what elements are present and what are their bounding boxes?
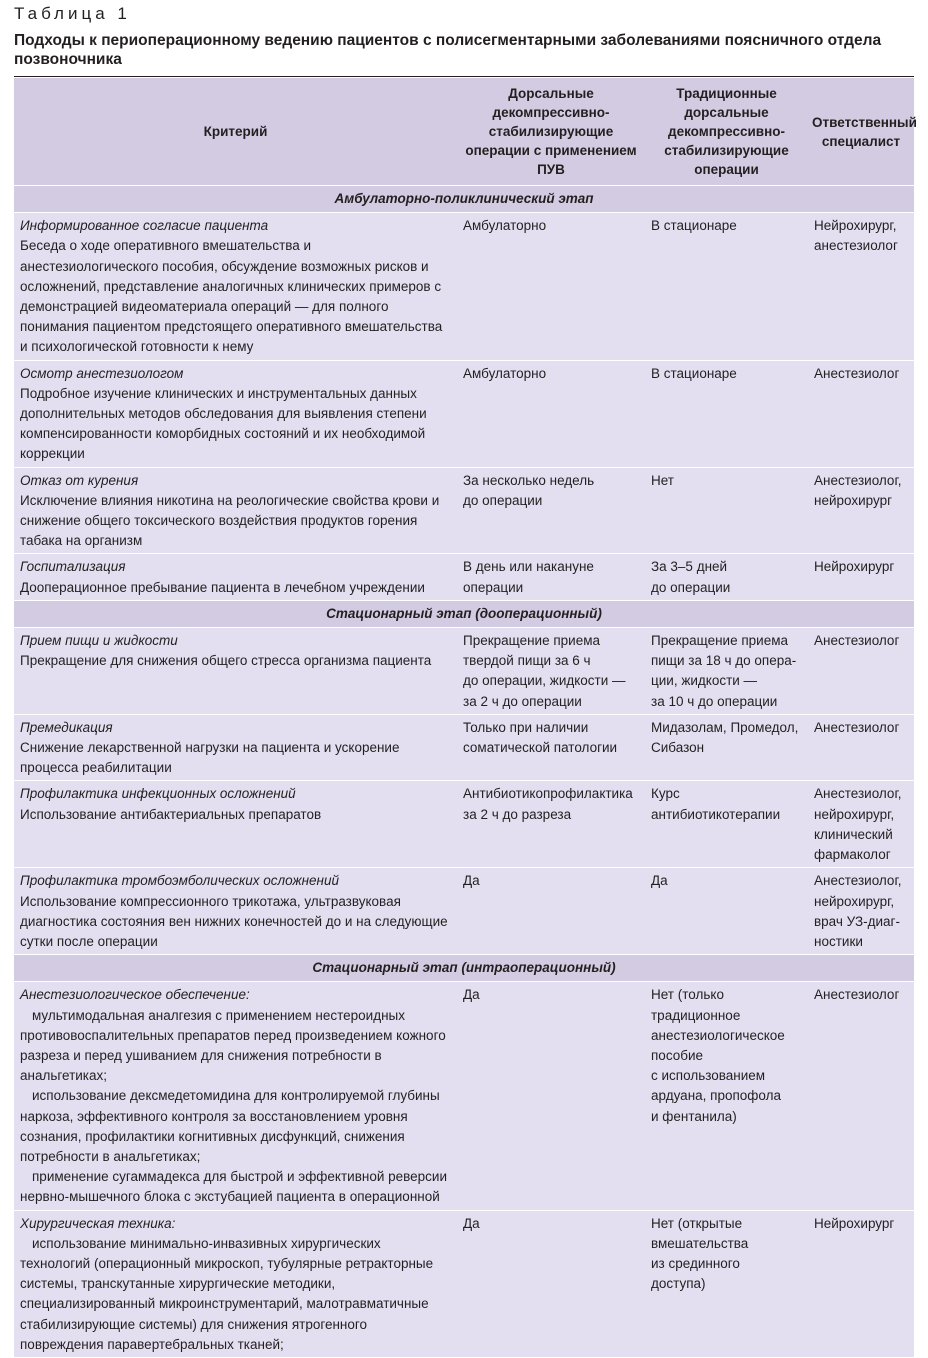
criterion-text: Прекращение для снижения общего стресса организма пациента [20, 653, 432, 669]
criterion-cell [14, 1210, 457, 1357]
criterion-title: Хирургическая техника: [20, 1215, 176, 1231]
puv-cell: Да [457, 982, 645, 1210]
puv-cell: Только при наличии соматической патологии [457, 714, 645, 781]
stage-label: Стационарный этап (интраоперационный) [14, 955, 914, 982]
criterion-title: Информированное согласие пациента [20, 218, 269, 234]
header-dorsal-puv: Дорсальные декомпрессивно-стабилизирующие операции с применением ПУВ [457, 78, 645, 186]
criterion-title: Госпитализация [20, 559, 126, 575]
puv-cell: Да [457, 868, 645, 955]
table-row [14, 628, 914, 715]
specialist-cell: Нейрохирург, анестезиолог [808, 213, 914, 360]
criterion-title: Анестезиологическое обеспечение: [20, 987, 250, 1003]
table-row [14, 714, 914, 781]
table-row [14, 1210, 914, 1357]
criterion-cell [14, 781, 457, 868]
table-caption: Таблица 1 [14, 4, 131, 23]
specialist-cell: Анестезиолог [808, 628, 914, 715]
top-rule [14, 76, 914, 77]
criterion-cell [14, 467, 457, 554]
criterion-text: Подробное изучение клинических и инструментальных данных дополнительных методов обследования для выявления степени компенсированности коморбидных состояний и их необходимой коррекции [20, 385, 427, 462]
traditional-cell: В стационаре [645, 213, 808, 360]
traditional-cell: В стационаре [645, 360, 808, 467]
table-row [14, 554, 914, 600]
table-row [14, 868, 914, 955]
puv-cell: Антибиотикопрофилактика за 2 ч до разреза [457, 781, 645, 868]
table-row [14, 360, 914, 467]
criterion-item: использование минимально-инвазивных хирургических технологий (операционный микроскоп, тубулярные ретракторные системы, транскутанные хирургические методики, специализированный микроинструментарий, малотравматичные стабилизирующие системы) для снижения ятрогенного повреждения паравертебральных тканей; [20, 1235, 434, 1352]
table-row [14, 781, 914, 868]
criterion-item: использование дексмедетомидина для контролируемой глубины наркоза, эффективного контроля за восстановлением уровня сознания, профилактики когнитивных дисфункций, снижения потребности в анальгетиках; [20, 1088, 440, 1164]
criterion-text: Снижение лекарственной нагрузки на пациента и ускорение процесса реабилитации [20, 740, 400, 776]
criterion-cell [14, 213, 457, 360]
criterion-cell [14, 982, 457, 1210]
criterion-title: Премедикация [20, 719, 113, 735]
criterion-text: Беседа о ходе оперативного вмешательства и анестезиологического пособия, обсуждение возможных рисков и осложнений, представление аналогичных клинических примеров с демонстрацией видеоматериала операций — для полного понимания пациентом предстоящего оперативного вмешательства и психологической готовности к нему [20, 238, 443, 355]
specialist-cell: Анестезиолог [808, 360, 914, 467]
table-title: Подходы к периоперационному ведению пациентов с полисегментарными заболеваниями поясничного отдела позвоночника [14, 32, 882, 68]
traditional-cell: Мидазолам, Промедол, Сибазон [645, 714, 808, 781]
specialist-cell: Нейрохирург [808, 554, 914, 600]
specialist-cell: Нейрохирург [808, 1210, 914, 1357]
puv-cell: Амбулаторно [457, 360, 645, 467]
specialist-cell: Анестезиолог, нейрохирург, клинический фармаколог [808, 781, 914, 868]
traditional-cell: За 3–5 дней до операции [645, 554, 808, 600]
specialist-cell: Анестезиолог, нейрохирург [808, 467, 914, 554]
header-row [14, 78, 914, 186]
header-traditional: Традиционные дорсальные декомпрессивно-стабилизирующие операции [645, 78, 808, 186]
criterion-text: Дооперационное пребывание пациента в лечебном учреждении [20, 579, 425, 595]
traditional-cell: Курс антибиотикотерапии [645, 781, 808, 868]
stage-label: Амбулаторно-поликлинический этап [14, 186, 914, 213]
stage-label: Стационарный этап (дооперационный) [14, 600, 914, 627]
specialist-cell: Анестезиолог [808, 982, 914, 1210]
perioperative-table [14, 78, 917, 1358]
puv-cell: За несколько недель до операции [457, 467, 645, 554]
specialist-cell: Анестезиолог [808, 714, 914, 781]
specialist-cell: Анестезиолог, нейрохирург, врач УЗ-диаг- ностики [808, 868, 914, 955]
criterion-text: Исключение влияния никотина на реологические свойства крови и снижение общего токсического воздействия продуктов горения табака на организм [20, 492, 440, 549]
puv-cell: Прекращение приема твердой пищи за 6 ч до операции, жидкости — за 2 ч до операции [457, 628, 645, 715]
criterion-cell [14, 554, 457, 600]
criterion-title: Отказ от курения [20, 472, 139, 488]
criterion-item: применение сугаммадекса для быстрой и эффективной реверсии нервно-мышечного блока с экстубацией пациента в операционной [20, 1169, 448, 1205]
criterion-title: Профилактика тромбоэмболических осложнений [20, 873, 339, 889]
criterion-cell [14, 714, 457, 781]
puv-cell: В день или накануне операции [457, 554, 645, 600]
puv-cell: Да [457, 1210, 645, 1357]
traditional-cell: Нет (только традиционное анестезиологическое пособие с использованием ардуана, пропофола и фентанила) [645, 982, 808, 1210]
header-criterion: Критерий [14, 78, 457, 186]
traditional-cell: Нет [645, 467, 808, 554]
header-specialist: Ответственный специалист [808, 78, 914, 186]
criterion-title: Прием пищи и жидкости [20, 633, 178, 649]
puv-cell: Амбулаторно [457, 213, 645, 360]
traditional-cell: Прекращение приема пищи за 18 ч до опера- ции, жидкости — за 10 ч до операции [645, 628, 808, 715]
stage-row [14, 600, 914, 627]
criterion-cell [14, 868, 457, 955]
criterion-cell [14, 628, 457, 715]
criterion-title: Профилактика инфекционных осложнений [20, 786, 296, 802]
criterion-item: мультимодальная аналгезия с применением нестероидных противовоспалительных препаратов перед произведением кожного разреза и перед ушиванием для снижения потребности в анальгетиках; [20, 1007, 446, 1084]
criterion-text: Использование компрессионного трикотажа, ультразвуковая диагностика состояния вен нижних конечностей до и на следующие сутки после операции [20, 893, 448, 949]
table-row [14, 213, 914, 360]
traditional-cell: Нет (открытые вмешательства из срединного доступа) [645, 1210, 808, 1357]
table-row [14, 467, 914, 554]
stage-row [14, 186, 914, 213]
criterion-text: Использование антибактериальных препаратов [20, 806, 322, 822]
stage-row [14, 955, 914, 982]
table-row [14, 982, 914, 1210]
criterion-cell [14, 360, 457, 467]
traditional-cell: Да [645, 868, 808, 955]
criterion-title: Осмотр анестезиологом [20, 365, 184, 381]
